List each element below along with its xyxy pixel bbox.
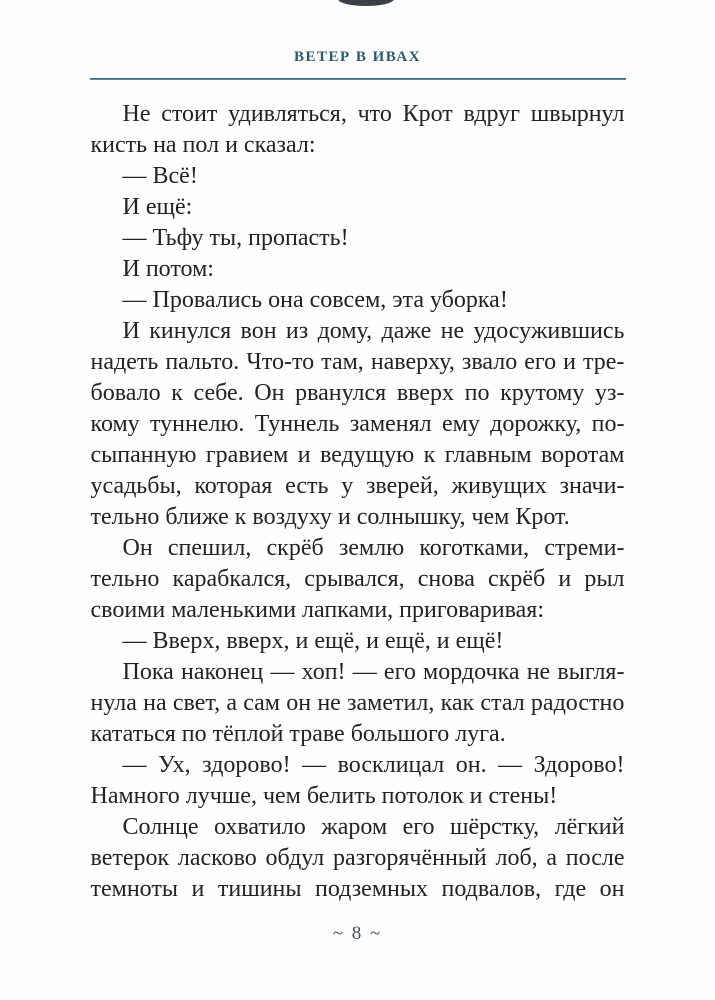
text-line: Намного лучше, чем белить потолок и стены! — [90, 783, 558, 809]
text-line: Солнце охватило жаром его шёрстку, лёгкий — [122, 814, 625, 840]
text-line: ветерок ласково обдул разгорячённый лоб, а после — [90, 845, 625, 871]
text-line: надеть пальто. Что-то там, наверху, звало его и тре- — [90, 349, 625, 375]
text-line: И потом: — [122, 256, 214, 282]
page-text — [91, 99, 625, 905]
text-line: Пока наконец — хоп! — его мордочка не выгля- — [122, 659, 625, 685]
page-number: ~ 8 ~ — [332, 923, 383, 944]
running-header-title: ВЕТЕР В ИВАХ — [293, 49, 422, 65]
header-rule — [90, 78, 626, 80]
text-line: тельно карабкался, срывался, снова скрёб и рыл — [90, 566, 625, 592]
page-curl-icon — [338, 0, 394, 6]
text-line: — Провались она совсем, эта уборка! — [122, 287, 508, 313]
text-line: — Всё! — [122, 163, 198, 189]
text-line: кисть на пол и сказал: — [90, 132, 316, 158]
text-line: — Вверх, вверх, и ещё, и ещё, и ещё! — [122, 628, 504, 654]
text-line: бовало к себе. Он рванулся вверх по крутому уз- — [90, 380, 625, 406]
text-line: усадьбы, которая есть у зверей, живущих значи- — [90, 473, 625, 499]
text-line: сыпанную гравием и ведущую к главным воротам — [90, 442, 625, 468]
text-line: нула на свет, а сам он не заметил, как стал радостно — [90, 690, 625, 716]
text-line: — Тьфу ты, пропасть! — [122, 225, 349, 251]
text-line: Он спешил, скрёб землю коготками, стреми- — [122, 535, 625, 561]
text-line: темноты и тишины подземных подвалов, где он — [90, 876, 625, 902]
text-line: кому туннелю. Туннель заменял ему дорожку, по- — [90, 411, 625, 437]
text-line: Не стоит удивляться, что Крот вдруг швырнул — [122, 101, 625, 127]
text-line: — Ух, здорово! — восклицал он. — Здорово! — [122, 752, 625, 778]
text-line: своими маленькими лапками, приговаривая: — [90, 597, 544, 623]
text-line: кататься по тёплой траве большого луга. — [90, 721, 506, 747]
text-line: И ещё: — [122, 194, 193, 220]
text-line: тельно ближе к воздуху и солнышку, чем Крот. — [90, 504, 570, 530]
text-line: И кинулся вон из дому, даже не удосужившись — [122, 318, 625, 344]
